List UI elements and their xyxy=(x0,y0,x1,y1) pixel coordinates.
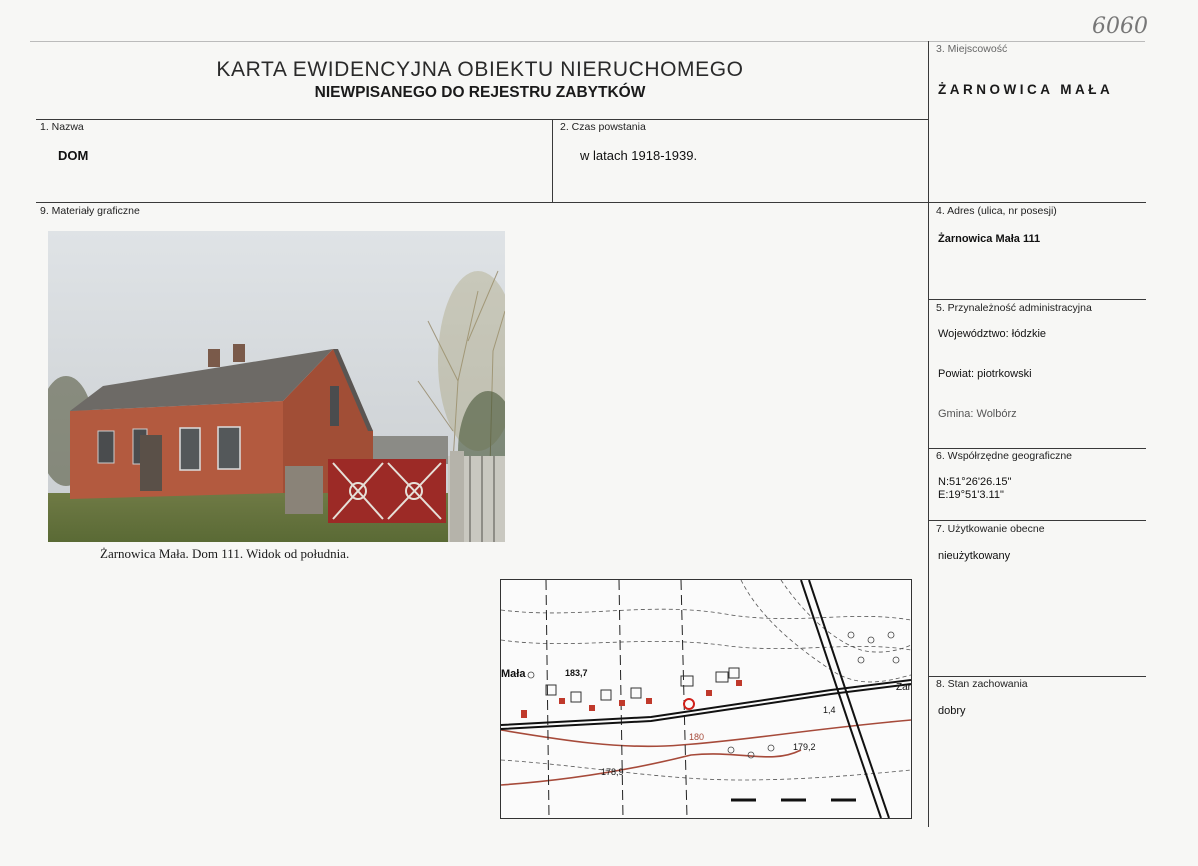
field-1-value: DOM xyxy=(58,148,89,163)
nazwa-czas-divider xyxy=(552,119,553,203)
field-3-label: 3. Miejscowość xyxy=(936,43,1008,55)
field-7-label: 7. Użytkowanie obecne xyxy=(936,523,1045,535)
field-5-wojewodztwo: Województwo: łódzkie xyxy=(938,328,1047,340)
field-9-label: 9. Materiały graficzne xyxy=(40,205,140,217)
map-label-height-1: 183,7 xyxy=(565,668,588,678)
document-subtitle: NIEWPISANEGO DO REJESTRU ZABYTKÓW xyxy=(314,84,646,101)
field-2-label: 2. Czas powstania xyxy=(560,121,646,133)
row2-top-line xyxy=(36,202,1146,203)
photo-caption: Żarnowica Mała. Dom 111. Widok od południa. xyxy=(100,546,350,561)
f6-top-line xyxy=(928,448,1146,449)
field-3-value: ŻARNOWICA MAŁA xyxy=(938,82,1114,97)
map-label-height-2: 180 xyxy=(689,732,705,742)
f8-top-line xyxy=(928,676,1146,677)
field-8-label: 8. Stan zachowania xyxy=(936,678,1028,690)
field-5-powiat: Powiat: piotrkowski xyxy=(938,368,1032,380)
row1-top-line xyxy=(36,119,928,120)
field-8-value: dobry xyxy=(938,705,966,717)
map-label-height-4: 178,9 xyxy=(601,767,624,777)
field-6-latitude: N:51°26'26.15" xyxy=(938,476,1012,488)
house-photo xyxy=(48,231,505,542)
field-5-label: 5. Przynależność administracyjna xyxy=(936,302,1092,314)
field-6-label: 6. Współrzędne geograficzne xyxy=(936,450,1072,462)
field-1-label: 1. Nazwa xyxy=(40,121,84,133)
map-label-edge: Żar xyxy=(896,682,911,693)
field-4-label: 4. Adres (ulica, nr posesji) xyxy=(936,205,1057,217)
field-4-value: Żarnowica Mała 111 xyxy=(938,233,1041,245)
field-5-gmina: Gmina: Wolbórz xyxy=(938,408,1017,420)
top-border xyxy=(30,41,1145,42)
document-title: KARTA EWIDENCYJNA OBIEKTU NIERUCHOMEGO xyxy=(216,58,744,81)
f5-top-line xyxy=(928,299,1146,300)
field-2-value: w latach 1918-1939. xyxy=(580,148,698,163)
handwritten-number: 6060 xyxy=(1092,14,1148,39)
field-7-value: nieużytkowany xyxy=(938,550,1011,562)
topographic-map xyxy=(500,579,912,819)
map-label-height-3: 179,2 xyxy=(793,742,816,752)
field-6-longitude: E:19°51'3.11" xyxy=(938,489,1004,501)
f7-top-line xyxy=(928,520,1146,521)
right-column-divider xyxy=(928,41,929,827)
map-label-place: Mała xyxy=(501,668,526,680)
map-label-height-5: 1,4 xyxy=(823,705,836,715)
